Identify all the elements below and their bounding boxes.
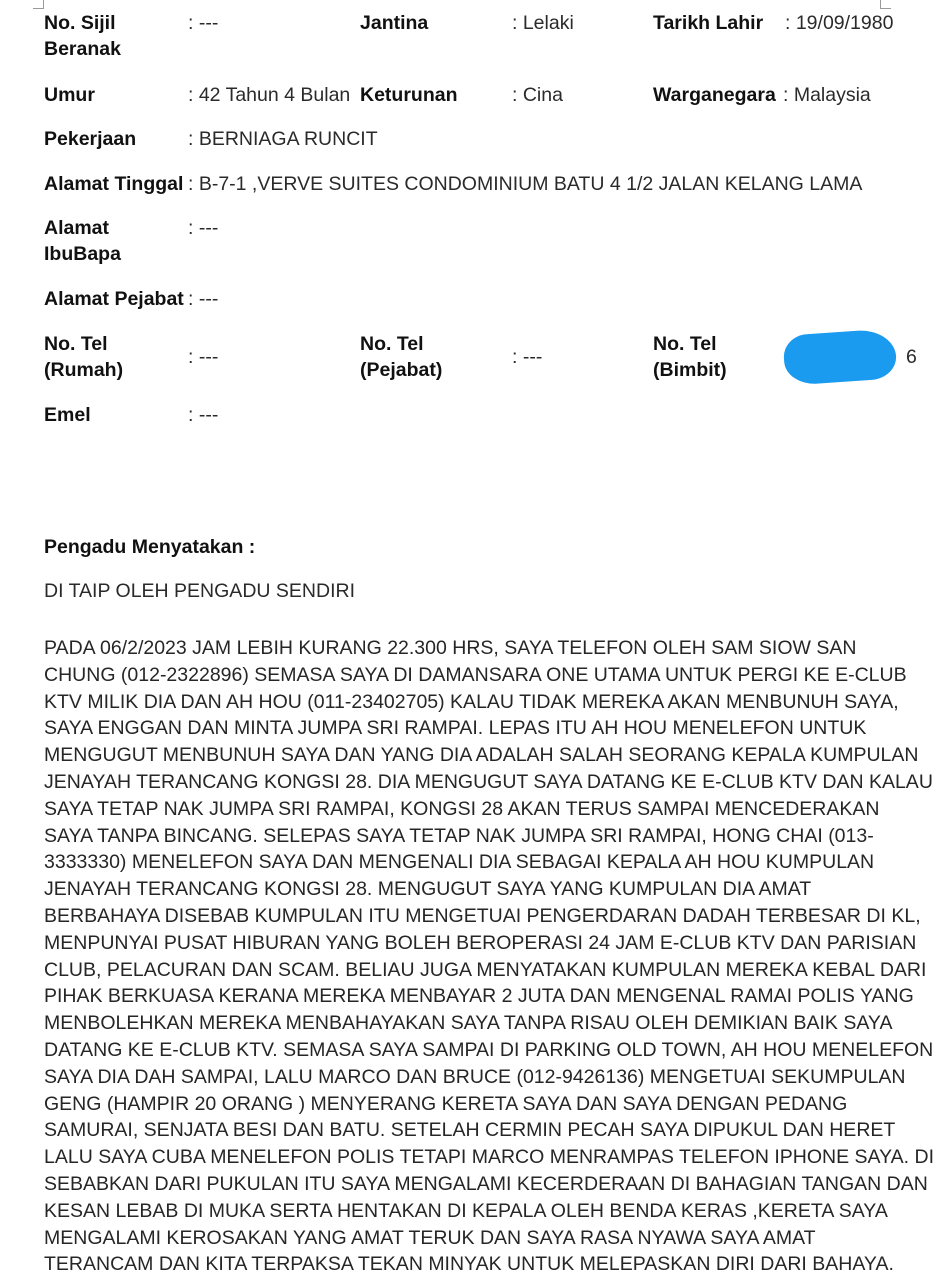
value-tel-pejabat: : --- — [512, 346, 543, 368]
value-warganegara: : Malaysia — [783, 84, 871, 106]
statement-line: MENGALAMI KEROSAKAN YANG AMAT TERUK DAN SAYA RASA NYAWA SAYA AMAT — [44, 1226, 816, 1249]
statement-line: SAMURAI, SENJATA BESI DAN BATU. SETELAH CERMIN PECAH SAYA DIPUKUL DAN HERET — [44, 1119, 896, 1142]
label-tel-pejabat: No. Tel (Pejabat) — [360, 333, 443, 381]
value-jantina: : Lelaki — [512, 12, 574, 34]
statement-line: MENBOLEHKAN MEREKA MENBAHAYAKAN SAYA TANPA RISAU OLEH DEMIKIAN BAIK SAYA — [44, 1012, 893, 1035]
statement-line: SAYA DIA DAH SAMPAI, LALU MARCO DAN BRUCE (012-9426136) MENGETUAI SEKUMPULAN — [44, 1065, 906, 1088]
statement-line: MENGUGUT MENBUNUH SAYA DAN YANG DIA ADALAH SALAH SEORANG KEPALA KUMPULAN — [44, 744, 919, 767]
value-umur: : 42 Tahun 4 Bulan — [188, 84, 351, 106]
value-alamat-ibubapa: : --- — [188, 217, 219, 239]
value-emel: : --- — [188, 404, 219, 426]
statement-line: PIHAK BERKUASA KERANA MEREKA MENBAYAR 2 JUTA DAN MENGENAL RAMAI POLIS YANG — [44, 985, 914, 1008]
value-alamat-tinggal: : B-7-1 ,VERVE SUITES CONDOMINIUM BATU 4 1/2 JALAN KELANG LAMA — [188, 173, 863, 195]
statement-line: DATANG KE E-CLUB KTV. SEMASA SAYA SAMPAI DI PARKING OLD TOWN, AH HOU MENELEFON — [44, 1038, 934, 1061]
statement-line: JENAYAH TERANCANG KONGSI 28. MENGUGUT SAYA YANG KUMPULAN DIA AMAT — [44, 878, 812, 901]
value-no-sijil: : --- — [188, 12, 219, 34]
statement-heading: Pengadu Menyatakan : — [44, 536, 256, 558]
statement-line: CHUNG (012-2322896) SEMASA SAYA DI DAMANSARA ONE UTAMA UNTUK PERGI KE E-CLUB — [44, 663, 907, 686]
redaction-scribble — [782, 328, 897, 386]
label-alamat-tinggal: Alamat Tinggal — [44, 173, 184, 195]
statement-line: GENG (HAMPIR 20 ORANG ) MENYERANG KERETA SAYA DAN SAYA DENGAN PEDANG — [44, 1092, 848, 1115]
statement-line: LALU SAYA CUBA MENELEFON POLIS TETAPI MARCO MENRAMPAS TELEFON IPHONE SAYA. DI — [44, 1146, 934, 1169]
statement-line: SAYA ENGGAN DAN MINTA JUMPA SRI RAMPAI. LEPAS ITU AH HOU MENELEFON UNTUK — [44, 717, 867, 740]
label-tarikh-lahir: Tarikh Lahir — [653, 12, 764, 34]
statement-body — [44, 635, 934, 1278]
statement-line: SEBABKAN DARI PUKULAN ITU SAYA MENGALAMI KECERDERAAN DI BAHAGIAN TANGAN DAN — [44, 1172, 928, 1195]
value-tel-bimbit-tail: 6 — [906, 346, 917, 368]
label-alamat-pejabat: Alamat Pejabat — [44, 288, 184, 310]
value-tel-rumah: : --- — [188, 346, 219, 368]
label-tel-bimbit: No. Tel (Bimbit) — [653, 333, 727, 381]
statement-line: KESAN LEBAB DI MUKA SERTA HENTAKAN DI KEPALA OLEH BENDA KERAS ,KERETA SAYA — [44, 1199, 888, 1222]
label-jantina: Jantina — [360, 12, 429, 34]
label-keturunan: Keturunan — [360, 84, 458, 106]
statement-line: MENPUNYAI PUSAT HIBURAN YANG BOLEH BEROPERASI 24 JAM E-CLUB KTV DAN PARISIAN — [44, 931, 917, 954]
statement-line: PADA 06/2/2023 JAM LEBIH KURANG 22.300 HRS, SAYA TELEFON OLEH SAM SIOW SAN — [44, 637, 857, 659]
value-alamat-pejabat: : --- — [188, 288, 219, 310]
label-emel: Emel — [44, 404, 91, 426]
statement-line: KTV MILIK DIA DAN AH HOU (011-23402705) KALAU TIDAK MEREKA AKAN MENBUNUH SAYA, — [44, 690, 899, 713]
label-warganegara: Warganegara — [653, 84, 776, 106]
label-no-sijil: No. Sijil Beranak — [44, 12, 121, 60]
label-pekerjaan: Pekerjaan — [44, 128, 137, 150]
statement-line: TERANCAM DAN KITA TERPAKSA TEKAN MINYAK UNTUK MELEPASKAN DIRI DARI BAHAYA. — [44, 1253, 894, 1276]
statement-line: 3333330) MENELEFON SAYA DAN MENGENALI DIA SEBAGAI KEPALA AH HOU KUMPULAN — [44, 851, 875, 874]
page-corner-mark-left — [33, 0, 44, 9]
statement-line: SAYA TANPA BINCANG. SELEPAS SAYA TETAP NAK JUMPA SRI RAMPAI, HONG CHAI (013- — [44, 824, 874, 847]
statement-line: JENAYAH TERANCANG KONGSI 28. DIA MENGUGUT SAYA DATANG KE E-CLUB KTV DAN KALAU — [44, 770, 933, 793]
value-pekerjaan: : BERNIAGA RUNCIT — [188, 128, 378, 150]
statement-line: SAYA TETAP NAK JUMPA SRI RAMPAI, KONGSI 28 AKAN TERUS SAMPAI MENCEDERAKAN — [44, 797, 880, 820]
label-tel-rumah: No. Tel (Rumah) — [44, 333, 124, 381]
page-corner-mark-right — [880, 0, 891, 9]
label-alamat-ibubapa: Alamat IbuBapa — [44, 217, 121, 265]
value-keturunan: : Cina — [512, 84, 563, 106]
typed-by-note: DI TAIP OLEH PENGADU SENDIRI — [44, 580, 355, 602]
label-umur: Umur — [44, 84, 95, 106]
statement-line: CLUB, PELACURAN DAN SCAM. BELIAU JUGA MENYATAKAN KUMPULAN MEREKA KEBAL DARI — [44, 958, 927, 981]
value-tarikh-lahir: : 19/09/1980 — [785, 12, 894, 34]
statement-line: BERBAHAYA DISEBAB KUMPULAN ITU MENGETUAI PENGERDARAN DADAH TERBESAR DI KL, — [44, 904, 921, 927]
